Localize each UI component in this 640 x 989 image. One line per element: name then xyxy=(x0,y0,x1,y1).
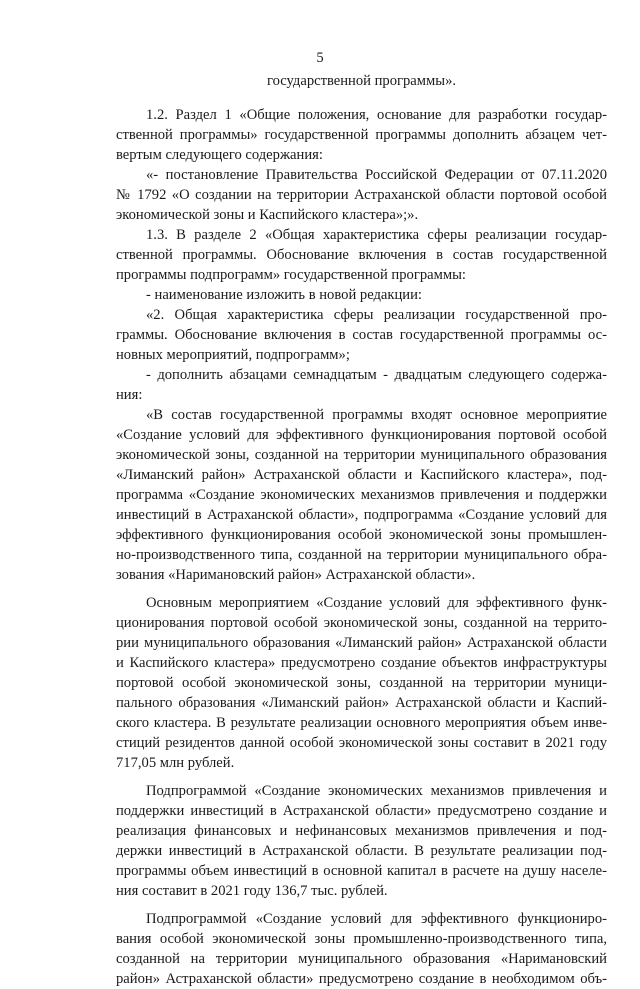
text-line: район» Астраханской области» предусмотрено создание в необходимом объ- xyxy=(116,971,607,987)
paragraph-p7 xyxy=(116,405,607,585)
text-line: зования «Наримановский район» Астраханской области». xyxy=(116,567,476,583)
text-line: держки инвестиций в Астраханской области. В результате реализации под- xyxy=(116,843,607,859)
paragraph-p10 xyxy=(116,909,607,989)
text-line: стиций резидентов данной особой экономической зоны составит в 2021 году xyxy=(116,735,607,751)
text-line: ния составит в 2021 году 136,7 тыс. рублей. xyxy=(116,883,388,899)
text-line: эффективного функционирования особой экономической зоны промышлен- xyxy=(116,527,607,543)
text-line: 1.3. В разделе 2 «Общая характеристика сферы реализации государ- xyxy=(146,227,607,243)
text-line: государственной программы». xyxy=(266,73,457,89)
text-line: новных мероприятий, подпрограмм»; xyxy=(116,347,350,363)
text-line: ского кластера. В результате реализации основного мероприятия объем инве- xyxy=(116,715,607,731)
text-line: Подпрограммой «Создание условий для эффективного функциониро- xyxy=(146,911,607,927)
text-line: вания особой экономической зоны промышленно-производственного типа, xyxy=(116,931,607,947)
text-line: и Каспийского кластера» предусмотрено создание объектов инфраструктуры xyxy=(116,655,607,671)
text-line: - наименование изложить в новой редакции: xyxy=(146,287,422,303)
text-line: программы объем инвестиций в основной капитал в расчете на душу населе- xyxy=(116,863,607,879)
text-line: «Лиманский район» Астраханской области и Каспийского кластера», под- xyxy=(116,467,607,483)
text-line: ственной программы» государственной программы дополнить абзацем чет- xyxy=(116,127,607,143)
text-line: «В состав государственной программы входят основное мероприятие xyxy=(146,407,607,423)
text-line: рии муниципального образования «Лиманский район» Астраханской области xyxy=(116,635,607,651)
paragraph-p8 xyxy=(116,593,607,773)
text-line: созданной на территории муниципального образования «Наримановский xyxy=(116,951,607,967)
text-line: но-производственного типа, созданной на территории муниципального обра- xyxy=(116,547,607,563)
document-body xyxy=(116,71,607,989)
text-line: Основным мероприятием «Создание условий для эффективного функ- xyxy=(146,595,607,611)
text-line: экономической зоны, созданной на территории муниципального образования xyxy=(116,447,607,463)
text-line: ния: xyxy=(116,387,143,403)
text-line: «2. Общая характеристика сферы реализации государственной про- xyxy=(146,307,607,323)
text-line: экономической зоны и Каспийского кластера»;». xyxy=(116,207,419,223)
text-line: ственной программы. Обоснование включения в состав государственной xyxy=(116,247,607,263)
text-line: поддержки инвестиций в Астраханской области» предусмотрено создание и xyxy=(116,803,607,819)
paragraph-p3 xyxy=(116,225,607,285)
text-line: - дополнить абзацами семнадцатым - двадцатым следующего содержа- xyxy=(146,367,607,383)
text-line: программа «Создание экономических механизмов привлечения и поддержки xyxy=(116,487,607,503)
paragraph-p2 xyxy=(116,165,607,225)
paragraph-p4 xyxy=(116,285,607,305)
text-line: реализация финансовых и нефинансовых механизмов привлечения и под- xyxy=(116,823,607,839)
text-line: № 1792 «О создании на территории Астраханской области портовой особой xyxy=(116,187,607,203)
text-line: граммы. Обоснование включения в состав государственной программы ос- xyxy=(116,327,607,343)
text-line: Подпрограммой «Создание экономических механизмов привлечения и xyxy=(146,783,607,799)
page-number: 5 xyxy=(316,50,324,66)
text-line: 1.2. Раздел 1 «Общие положения, основание для разработки государ- xyxy=(146,107,607,123)
paragraph-p5 xyxy=(116,305,607,365)
text-line: вертым следующего содержания: xyxy=(116,147,323,163)
paragraph-p0 xyxy=(116,71,607,91)
text-line: 717,05 млн рублей. xyxy=(116,755,235,771)
paragraph-p6 xyxy=(116,365,607,405)
text-line: инвестиций в Астраханской области», подпрограмма «Создание условий для xyxy=(116,507,607,523)
text-line: пального образования «Лиманский район» Астраханской области и Каспий- xyxy=(116,695,607,711)
text-line: «Создание условий для эффективного функционирования портовой особой xyxy=(116,427,607,443)
paragraph-p9 xyxy=(116,781,607,901)
text-line: «- постановление Правительства Российской Федерации от 07.11.2020 xyxy=(146,167,607,183)
text-line: портовой особой экономической зоны, созданной на территории муници- xyxy=(116,675,607,691)
paragraph-p1 xyxy=(116,105,607,165)
text-line: ционирования портовой особой экономической зоны, созданной на террито- xyxy=(116,615,607,631)
text-line: программы подпрограмм» государственной программы: xyxy=(116,267,466,283)
